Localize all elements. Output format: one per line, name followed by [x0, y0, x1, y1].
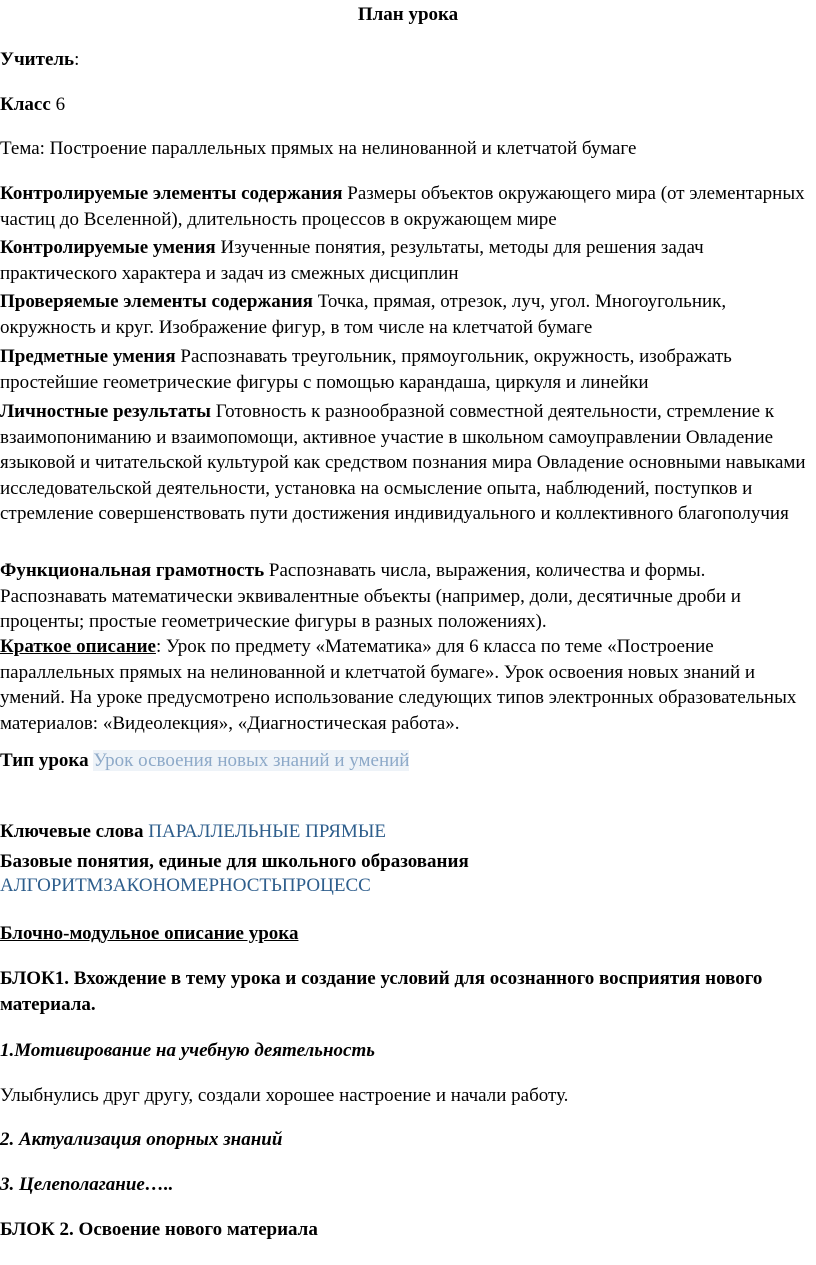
section-subject-skills — [0, 344, 816, 395]
section-controlled-skills — [0, 235, 816, 286]
step2-heading: 2. Актуализация опорных знаний — [0, 1129, 283, 1150]
section-text: Готовность к разнообразной совместной деятельности, стремление к взаимопониманию и взаимопомощи, активное участие в школьном самоуправлении Овладение языковой и читательской культурой как средством познания мира Овладение основными навыками исследовательской деятельности, установка на осмысление опыта, наблюдений, поступков и стремление совершенствовать пути достижения индивидуального и коллективного благополучия — [0, 401, 806, 524]
topic-line: Тема: Построение параллельных прямых на нелинованной и клетчатой бумаге — [0, 138, 637, 159]
step1-text: Улыбнулись друг другу, создали хорошее настроение и начали работу. — [0, 1085, 569, 1106]
teacher-label: Учитель — [0, 49, 75, 70]
teacher-line — [0, 47, 816, 73]
summary-paragraph — [0, 634, 816, 736]
section-text: Точка, прямая, отрезок, луч, угол. Многоугольник, окружность и круг. Изображение фигур, в том числе на клетчатой бумаге — [0, 291, 727, 338]
section-label: Функциональная грамотность — [0, 560, 265, 581]
step1-heading: 1.Мотивирование на учебную деятельность — [0, 1040, 375, 1061]
lesson-type-label: Тип урока — [0, 750, 89, 771]
section-functional-literacy — [0, 558, 816, 635]
grade-line — [0, 92, 816, 118]
section-text: Распознавать треугольник, прямоугольник, окружность, изображать простейшие геометрические фигуры с помощью карандаша, циркуля и линейки — [0, 346, 732, 393]
block2-heading: БЛОК 2. Освоение нового материала — [0, 1219, 318, 1240]
module-heading: Блочно-модульное описание урока — [0, 923, 299, 944]
grade-value: 6 — [50, 94, 66, 115]
grade-label: Класс — [0, 94, 51, 115]
section-label: Личностные результаты — [0, 401, 211, 422]
lesson-type-line — [0, 748, 816, 774]
keywords-label: Ключевые слова — [0, 821, 144, 842]
block1-heading: БЛОК1. Вхождение в тему урока и создание условий для осознанного восприятия нового материала. — [0, 968, 763, 1015]
summary-text: : Урок по предмету «Математика» для 6 класса по теме «Построение параллельных прямых на нелинованной и клетчатой бумаге». Урок освоения новых знаний и умений. На уроке предусмотрено использование следующих типов электронных образовательных материалов: «Видеолекция», «Диагностическая работа». — [0, 636, 797, 734]
lesson-type-value: Урок освоения новых знаний и умений — [93, 750, 410, 771]
section-text: Изученные понятия, результаты, методы для решения задач практического характера и задач из смежных дисциплин — [0, 237, 704, 284]
section-label: Контролируемые элементы содержания — [0, 183, 343, 204]
base-concepts-label: Базовые понятия, единые для школьного образования — [0, 851, 469, 872]
section-label: Проверяемые элементы содержания — [0, 291, 313, 312]
teacher-separator: : — [74, 49, 80, 70]
section-text: Размеры объектов окружающего мира (от элементарных частиц до Вселенной), длительность процессов в окружающем мире — [0, 183, 805, 230]
section-label: Предметные умения — [0, 346, 176, 367]
document-title: План урока — [357, 4, 459, 25]
section-checked-content — [0, 289, 816, 340]
keywords-line — [0, 819, 816, 845]
section-label: Контролируемые умения — [0, 237, 216, 258]
section-controlled-content — [0, 181, 816, 232]
section-text: Распознавать числа, выражения, количества и формы. Распознавать математически эквивалентные объекты (например, доли, десятичные дроби и проценты; простые геометрические фигуры в разных положениях). — [0, 560, 741, 632]
base-concepts-value[interactable]: АЛГОРИТМЗАКОНОМЕРНОСТЬПРОЦЕСС — [0, 875, 371, 896]
summary-label: Краткое описание — [0, 636, 156, 657]
keywords-value[interactable]: ПАРАЛЛЕЛЬНЫЕ ПРЯМЫЕ — [148, 821, 387, 842]
section-personal-results — [0, 399, 816, 527]
step3-heading: 3. Целеполагание….. — [0, 1174, 174, 1195]
